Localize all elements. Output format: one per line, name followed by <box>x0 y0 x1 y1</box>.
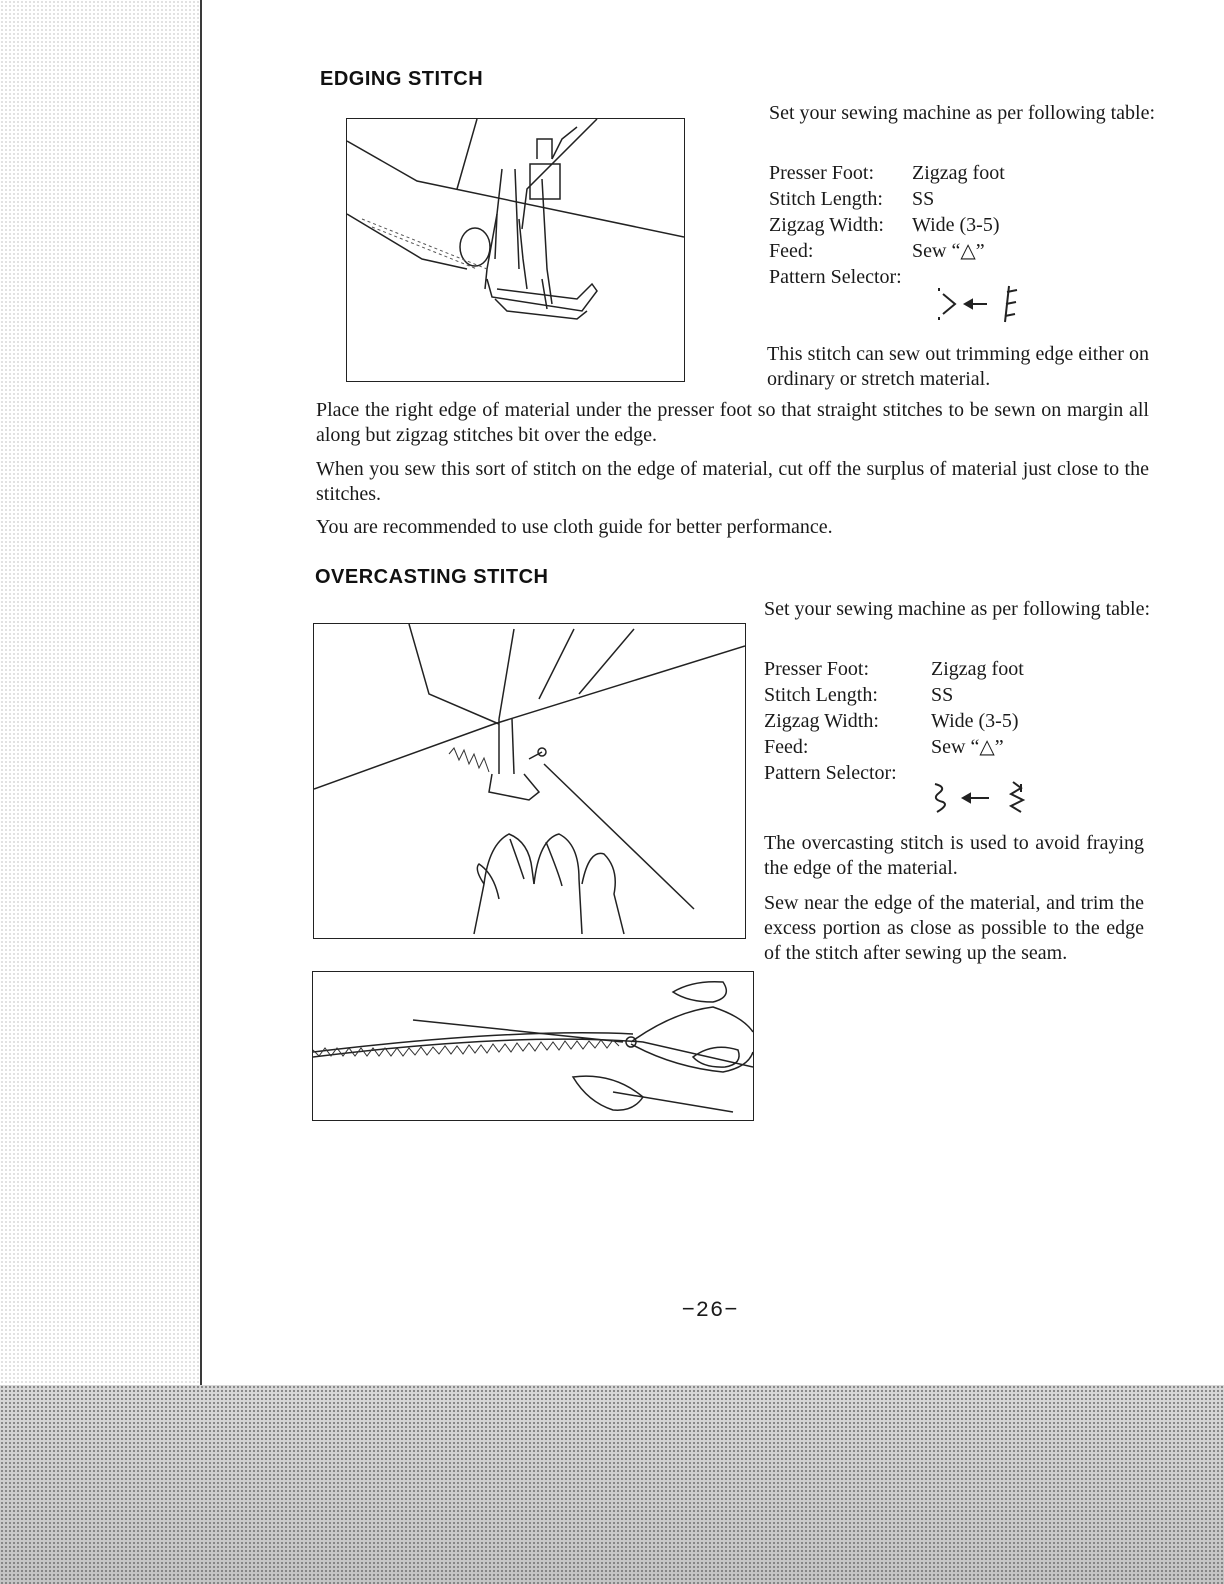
trimming-illustration <box>312 971 754 1121</box>
settings-label: Zigzag Width: <box>764 710 879 732</box>
edging-paragraph: Place the right edge of material under the presser foot so that straight stitches to be sewn on margin all along but zigzag stitches bit over the edge. <box>316 399 1149 446</box>
serpentine-stitch-pattern-icon <box>935 784 945 812</box>
settings-value: Sew “△” <box>931 736 1004 758</box>
settings-row <box>764 682 1154 708</box>
hands-guiding-fabric-illustration <box>314 624 745 938</box>
overcasting-paragraph: The overcasting stitch is used to avoid fraying the edge of the material. <box>764 832 1144 879</box>
settings-label: Pattern Selector: <box>769 266 902 288</box>
settings-label: Pattern Selector: <box>764 762 897 784</box>
edging-heading: EDGING STITCH <box>320 68 484 90</box>
overcasting-pattern-selector <box>925 778 1045 818</box>
settings-label: Presser Foot: <box>764 658 869 680</box>
edging-stitch-pattern-icon <box>1005 286 1017 322</box>
overcasting-illustration <box>313 623 746 939</box>
settings-value: Sew “△” <box>912 240 985 262</box>
settings-row <box>769 238 1159 264</box>
settings-label: Feed: <box>769 240 814 262</box>
settings-row <box>764 656 1154 682</box>
arrow-left-icon <box>963 794 989 802</box>
settings-row <box>764 708 1154 734</box>
overcasting-heading: OVERCASTING STITCH <box>315 566 549 588</box>
settings-value: Zigzag foot <box>931 658 1024 680</box>
settings-row <box>769 212 1159 238</box>
edging-illustration <box>346 118 685 382</box>
settings-label: Stitch Length: <box>764 684 878 706</box>
settings-row <box>764 734 1154 760</box>
settings-value: Wide (3-5) <box>931 710 1019 732</box>
scan-shadow-bottom <box>0 1385 1224 1584</box>
settings-label: Zigzag Width: <box>769 214 884 236</box>
scan-shadow-left <box>0 0 200 1584</box>
page-number: −26− <box>681 1298 739 1323</box>
overcasting-intro: Set your sewing machine as per following table: <box>764 598 1151 620</box>
settings-value: Zigzag foot <box>912 162 1005 184</box>
settings-value: SS <box>912 188 935 210</box>
settings-label: Feed: <box>764 736 809 758</box>
scissors-trimming-edge-illustration <box>313 972 753 1120</box>
settings-row <box>769 186 1159 212</box>
settings-value: Wide (3-5) <box>912 214 1000 236</box>
settings-label: Presser Foot: <box>769 162 874 184</box>
stretch-stitch-pattern-icon <box>939 288 955 320</box>
arrow-left-icon <box>965 300 987 308</box>
overcasting-stitch-pattern-icon <box>1011 782 1023 812</box>
edging-intro: Set your sewing machine as per following table: <box>769 102 1156 124</box>
settings-value: SS <box>931 684 954 706</box>
settings-label: Stitch Length: <box>769 188 883 210</box>
edging-paragraph: When you sew this sort of stitch on the edge of material, cut off the surplus of material just close to the stitches. <box>316 458 1149 505</box>
edging-pattern-selector <box>925 282 1035 328</box>
edging-side-note: This stitch can sew out trimming edge either on ordinary or stretch material. <box>767 343 1149 390</box>
presser-foot-edging-illustration <box>347 119 684 381</box>
settings-row <box>769 160 1159 186</box>
overcasting-paragraph: Sew near the edge of the material, and trim the excess portion as close as possible to the edge of the stitch after sewing up the seam. <box>764 892 1144 964</box>
edging-paragraph: You are recommended to use cloth guide for better performance. <box>316 516 833 538</box>
